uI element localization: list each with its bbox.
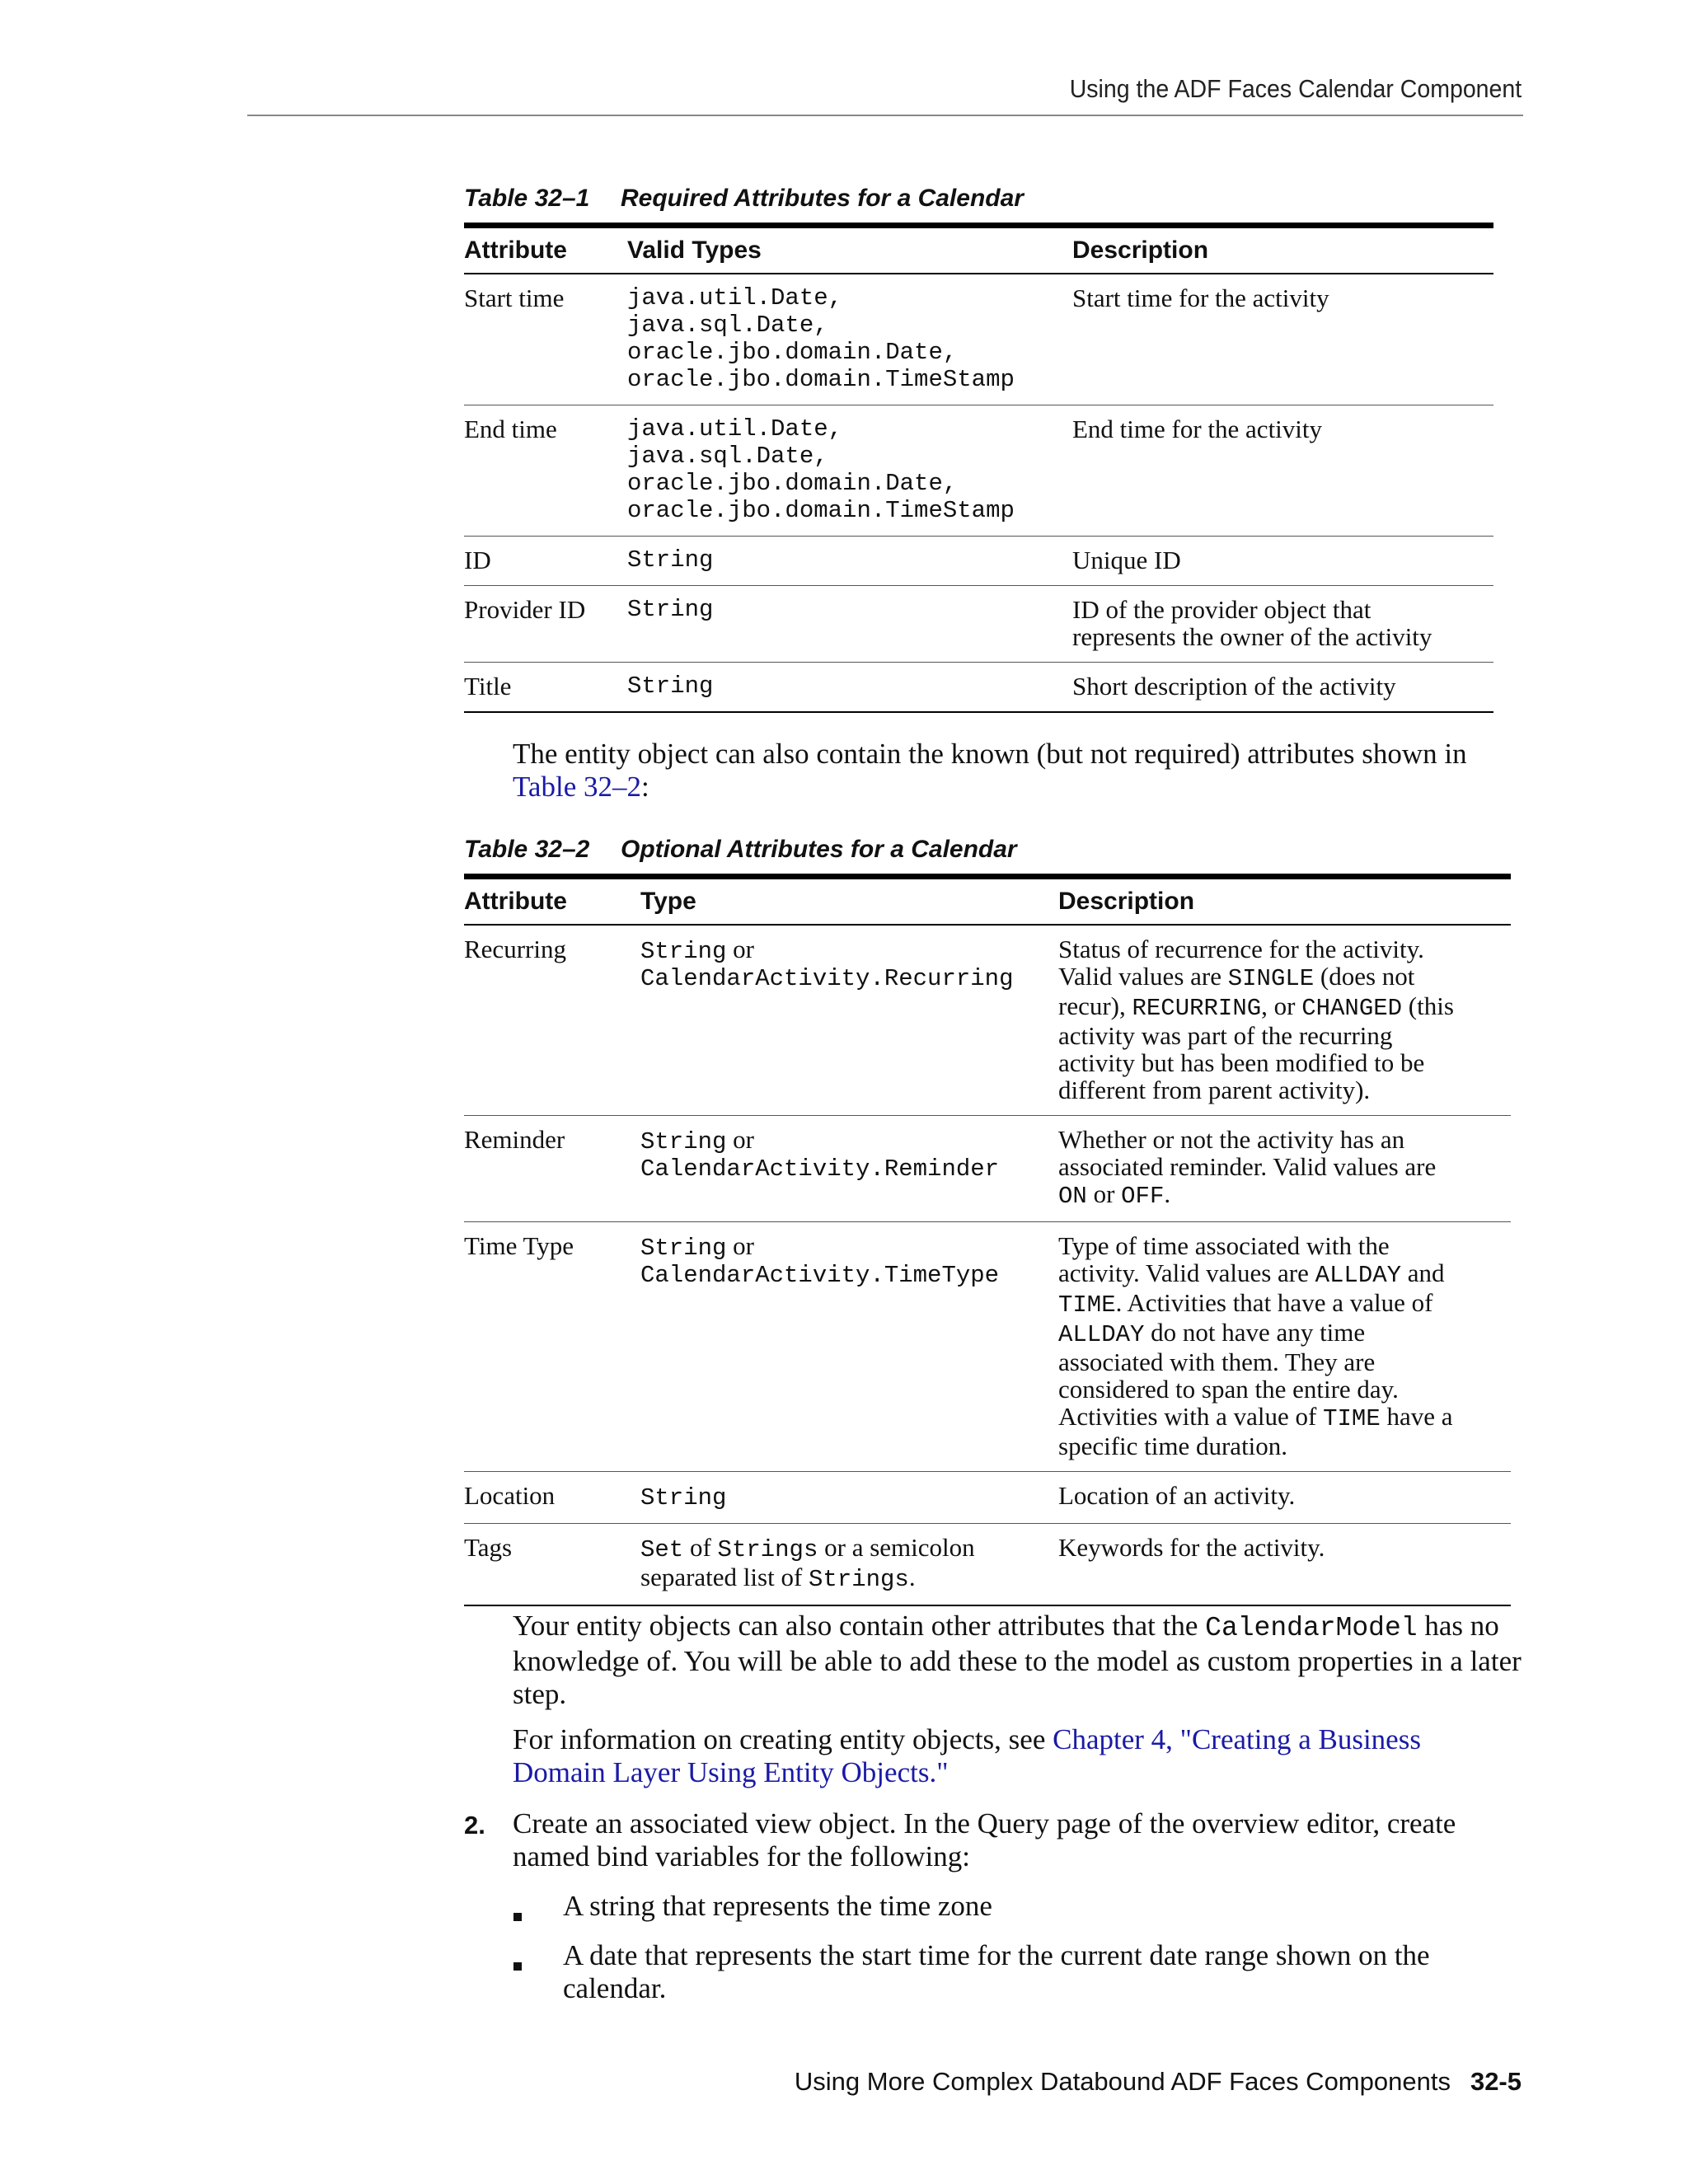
step-number: 2.: [464, 1811, 485, 1840]
table1-col-valid-types: Valid Types: [627, 226, 1072, 274]
description-code: ON: [1058, 1183, 1087, 1210]
type-code: String: [640, 1484, 727, 1511]
table1-col-attribute: Attribute: [464, 226, 627, 274]
description-line: Whether or not the activity has an: [1058, 1125, 1405, 1154]
description-text: and: [1401, 1258, 1445, 1287]
table1-header-row: [464, 226, 1493, 274]
description-cell: Unique ID: [1072, 537, 1493, 586]
table2-col-type: Type: [640, 877, 1058, 926]
description-text: have a: [1380, 1402, 1453, 1431]
table2: [464, 874, 1511, 1606]
attribute-cell: ID: [464, 537, 627, 586]
description-code: TIME: [1323, 1405, 1381, 1432]
description-cell: End time for the activity: [1072, 405, 1493, 537]
footer-title: Using More Complex Databound ADF Faces Components: [794, 2067, 1451, 2096]
description-line: associated with them. They are: [1058, 1347, 1376, 1376]
bullet-marker: [513, 1962, 522, 1971]
bullet-marker: [513, 1913, 522, 1921]
description-cell: [1072, 586, 1493, 663]
type-line: java.sql.Date,: [627, 443, 828, 470]
bullet-item: A date that represents the start time for the current date range shown on the calendar.: [563, 1939, 1430, 2004]
description-line: Status of recurrence for the activity.: [1058, 935, 1424, 963]
table1-caption-number: Table 32–1: [464, 185, 590, 212]
table1: [464, 223, 1493, 713]
description-line: different from parent activity).: [1058, 1076, 1371, 1104]
types-cell: String: [627, 663, 1072, 713]
inline-code: CalendarModel: [1205, 1613, 1418, 1643]
type-or: or: [726, 935, 754, 963]
table1-caption-title: Required Attributes for a Calendar: [621, 185, 1024, 212]
table2-caption: [464, 836, 1017, 864]
type-text: or a semicolon: [818, 1533, 975, 1562]
type-or: or: [726, 1231, 754, 1260]
header-rule: [247, 115, 1523, 116]
type-line: java.util.Date,: [627, 284, 843, 312]
description-text: , or: [1261, 991, 1302, 1020]
type-cell: [640, 1116, 1058, 1222]
table1-caption: [464, 185, 1024, 213]
table-row: [464, 1222, 1511, 1472]
type-class: CalendarActivity.TimeType: [640, 1262, 1000, 1289]
bullet-item: A string that represents the time zone: [563, 1890, 992, 1922]
type-line: oracle.jbo.domain.TimeStamp: [627, 366, 1015, 393]
description-text: or: [1086, 1179, 1122, 1208]
paragraph-text: Your entity objects can also contain other attributes that the: [513, 1610, 1206, 1642]
type-code: String: [640, 1235, 727, 1262]
type-code: Set: [640, 1536, 684, 1563]
description-text: activity. Valid values are: [1058, 1258, 1315, 1287]
type-line: java.util.Date,: [627, 415, 843, 443]
description-text: (this: [1402, 991, 1454, 1020]
table-row: [464, 537, 1493, 586]
description-line: represents the owner of the activity: [1072, 622, 1432, 651]
attribute-cell: End time: [464, 405, 627, 537]
description-line: considered to span the entire day.: [1058, 1375, 1399, 1404]
description-line: Type of time associated with the: [1058, 1231, 1390, 1260]
description-cell: Short description of the activity: [1072, 663, 1493, 713]
description-line: ID of the provider object that: [1072, 595, 1372, 624]
types-cell: String: [627, 537, 1072, 586]
type-cell: [640, 1472, 1058, 1524]
table-32-2-link[interactable]: Table 32–2: [513, 771, 641, 803]
description-code: OFF: [1121, 1183, 1165, 1210]
types-cell: [627, 274, 1072, 405]
attribute-cell: Tags: [464, 1524, 640, 1606]
table-row: [464, 1472, 1511, 1524]
description-text: . Activities that have a value of: [1115, 1288, 1433, 1317]
type-line: oracle.jbo.domain.Date,: [627, 339, 958, 366]
types-cell: String: [627, 586, 1072, 663]
description-code: RECURRING: [1132, 995, 1262, 1022]
page-number: 32-5: [1470, 2067, 1522, 2096]
attribute-cell: Location: [464, 1472, 640, 1524]
type-code: Strings: [809, 1566, 909, 1593]
description-code: ALLDAY: [1315, 1262, 1402, 1289]
description-text: .: [1164, 1179, 1171, 1208]
running-header: Using the ADF Faces Calendar Component: [1069, 74, 1522, 103]
table1-col-description: Description: [1072, 226, 1493, 274]
table-row: [464, 586, 1493, 663]
paragraph-text: no knowledge of. You will be able to add these to the model as custom properties in a later step.: [513, 1610, 1522, 1710]
type-cell: [640, 925, 1058, 1116]
type-line: oracle.jbo.domain.TimeStamp: [627, 497, 1015, 524]
description-line: activity but has been modified to be: [1058, 1048, 1425, 1077]
page-footer: [795, 2067, 1522, 2097]
type-code: String: [640, 1128, 727, 1155]
type-code: Strings: [717, 1536, 818, 1563]
attribute-cell: Start time: [464, 274, 627, 405]
table2-header-row: [464, 877, 1511, 926]
type-code: String: [640, 938, 727, 965]
table2-col-attribute: Attribute: [464, 877, 640, 926]
type-or: or: [726, 1125, 754, 1154]
types-cell: [627, 405, 1072, 537]
description-line: activity was part of the recurring: [1058, 1021, 1393, 1050]
type-line: oracle.jbo.domain.Date,: [627, 470, 958, 497]
description-code: CHANGED: [1301, 995, 1403, 1022]
chapter-4-link[interactable]: Chapter 4, "Creating a Business Domain Layer Using Entity Objects.": [513, 1723, 1421, 1788]
description-cell: [1058, 1222, 1511, 1472]
table-row: [464, 405, 1493, 537]
type-cell: [640, 1524, 1058, 1606]
table-row: [464, 1524, 1511, 1606]
description-text: Activities with a value of: [1058, 1402, 1324, 1431]
description-cell: [1058, 925, 1511, 1116]
paragraph-other-attributes: [513, 1610, 1526, 1711]
paragraph-text: For information on creating entity objects, see: [513, 1723, 1053, 1755]
description-line: associated reminder. Valid values are: [1058, 1152, 1437, 1181]
description-text: recur),: [1058, 991, 1132, 1020]
description-code: SINGLE: [1227, 965, 1315, 992]
type-text: .: [908, 1563, 916, 1591]
description-text: Valid values are: [1058, 962, 1228, 991]
description-line: specific time duration.: [1058, 1432, 1288, 1460]
paragraph-known-attributes: [513, 738, 1526, 804]
table-row: [464, 663, 1493, 713]
description-code: TIME: [1058, 1291, 1116, 1319]
step-2-text: Create an associated view object. In the Query page of the overview editor, create named bind variables for the following:: [513, 1807, 1456, 1872]
type-line: java.sql.Date,: [627, 312, 828, 339]
description-cell: Keywords for the activity.: [1058, 1524, 1511, 1606]
type-class: CalendarActivity.Reminder: [640, 1155, 1000, 1183]
description-cell: Location of an activity.: [1058, 1472, 1511, 1524]
attribute-cell: Provider ID: [464, 586, 627, 663]
paragraph-text: has: [1417, 1610, 1463, 1642]
table-row: [464, 925, 1511, 1116]
attribute-cell: Time Type: [464, 1222, 640, 1472]
description-text: do not have any time: [1144, 1318, 1366, 1347]
type-text: separated list of: [640, 1563, 809, 1591]
table-row: [464, 1116, 1511, 1222]
type-class: CalendarActivity.Recurring: [640, 965, 1014, 992]
paragraph-punctuation: :: [640, 771, 649, 803]
attribute-cell: Reminder: [464, 1116, 640, 1222]
type-text: of: [683, 1533, 718, 1562]
description-cell: [1058, 1116, 1511, 1222]
type-cell: [640, 1222, 1058, 1472]
table2-caption-title: Optional Attributes for a Calendar: [621, 836, 1017, 863]
table2-caption-number: Table 32–2: [464, 836, 590, 863]
attribute-cell: Recurring: [464, 925, 640, 1116]
table-row: [464, 274, 1493, 405]
attribute-cell: Title: [464, 663, 627, 713]
table2-col-description: Description: [1058, 877, 1511, 926]
description-text: (does not: [1314, 962, 1415, 991]
description-cell: Start time for the activity: [1072, 274, 1493, 405]
description-code: ALLDAY: [1058, 1321, 1145, 1348]
paragraph-text: The entity object can also contain the known (but not required) attributes shown in: [513, 738, 1467, 770]
paragraph-more-info: [513, 1723, 1485, 1789]
